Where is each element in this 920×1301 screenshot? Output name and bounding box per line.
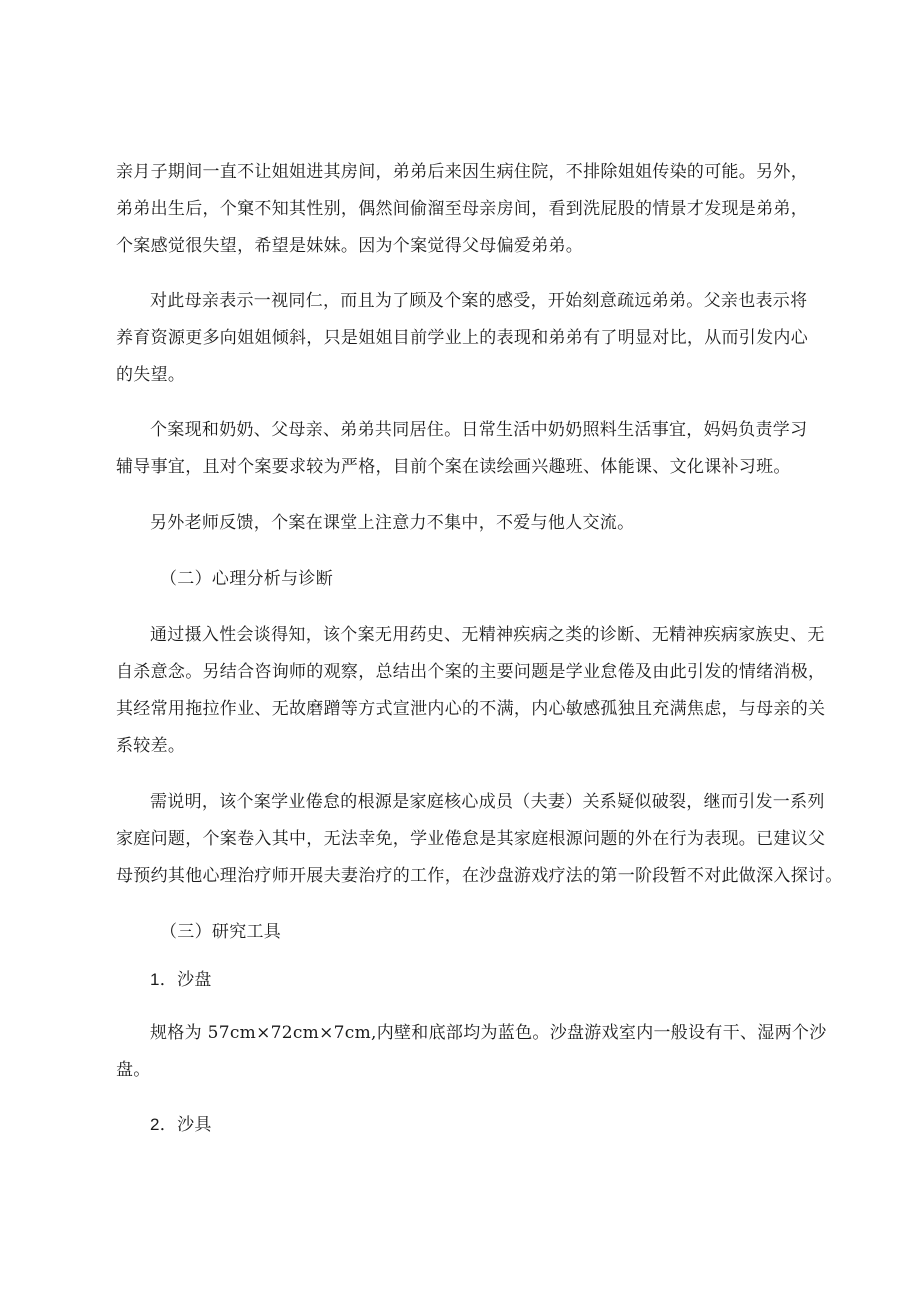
text-line: 养育资源更多向姐姐倾斜，只是姐姐目前学业上的表现和弟弟有了明显对比，从而引发内心 [116,328,808,348]
text-line: 盘。 [116,1060,151,1080]
paragraph-explanation [116,784,843,895]
text-line: 另外老师反馈，个案在课堂上注意力不集中，不爱与他人交流。 [150,513,635,533]
list-item-sandbox [150,961,212,999]
item-number: 1 [150,970,160,989]
text-line: 辅导事宜，且对个案要求较为严格，目前个案在读绘画兴趣班、体能课、文化课补习班。 [116,457,791,477]
text-line: 亲月子期间一直不让姐姐进其房间，弟弟后来因生病住院，不排除姐姐传染的可能。另外， [116,162,808,182]
paragraph-living-situation [116,412,828,486]
text-line: 弟弟出生后，个窠不知其性别，偶然间偷溜至母亲房间，看到洗屁股的情景才发现是弟弟， [116,199,808,219]
item-number: 2 [150,1115,160,1134]
paragraph-teacher-feedback [116,505,828,542]
text-line: 规格为 57cm×72cm×7cm,内壁和底部均为蓝色。沙盘游戏室内一般设有干、湿两个沙 [150,1023,827,1043]
text-line: 对此母亲表示一视同仁，而且为了顾及个案的感受，开始刻意疏远弟弟。父亲也表示将 [150,291,808,311]
text-line: 个案感觉很失望，希望是妹妹。因为个案觉得父母偏爱弟弟。 [116,236,584,256]
text-line: 家庭问题，个案卷入其中，无法幸免，学业倦怠是其家庭根源问题的外在行为表现。已建议父 [116,829,826,849]
paragraph-diagnosis [116,617,828,765]
text-line: 个案现和奶奶、父母亲、弟弟共同居住。日常生活中奶奶照料生活事宜，妈妈负责学习 [150,420,808,440]
paragraph-sandbox-spec [116,1015,828,1089]
text-line: 其经常用拖拉作业、无故磨蹭等方式宣泄内心的不满，内心敏感孤独且充满焦虑，与母亲的关 [116,699,826,719]
section-heading-analysis: （二）心理分析与诊断 [160,569,333,589]
text-line: 的失望。 [116,365,186,385]
text-line: 需说明，该个案学业倦怠的根源是家庭核心成员（夫妻）关系疑似破裂，继而引发一系列 [150,792,825,812]
list-item-sand-tools [150,1106,212,1144]
paragraph-parents-attitude [116,283,828,394]
text-line: 通过摄入性会谈得知，该个案无用药史、无精神疾病之类的诊断、无精神疾病家族史、无 [150,625,825,645]
paragraph-family-background [116,154,828,265]
section-heading-tools: （三）研究工具 [160,922,282,942]
text-line: 系较差。 [116,736,186,756]
text-line: 母预约其他心理治疗师开展夫妻治疗的工作，在沙盘游戏疗法的第一阶段暂不对此做深入探讨。 [116,866,843,886]
item-label: ．沙具 [159,1115,212,1135]
item-label: ．沙盘 [159,970,212,990]
text-line: 自杀意念。另结合咨询师的观察，总结出个案的主要问题是学业怠倦及由此引发的情绪消极， [116,662,826,682]
